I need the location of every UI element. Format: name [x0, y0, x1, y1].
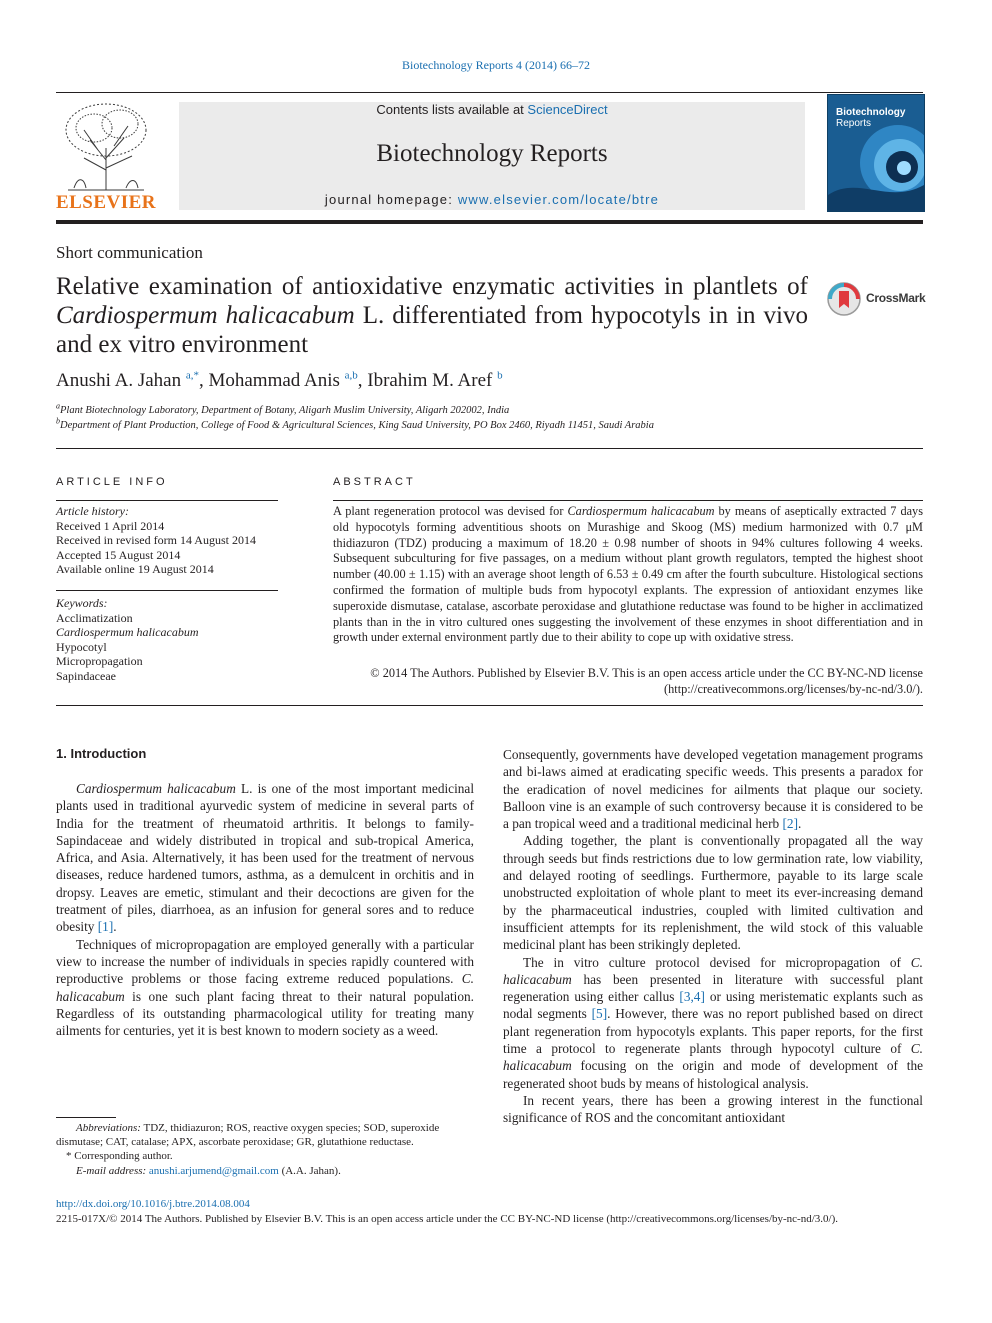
text: has been presented in literature with successful plant regeneration using either callus [503, 971, 923, 1005]
keywords [56, 596, 286, 683]
email-suffix: (A.A. Jahan). [278, 1164, 341, 1177]
history-label: Article history: [56, 504, 129, 518]
title-species: Cardiospermum halicacabum [56, 302, 355, 329]
cover-title [836, 107, 905, 129]
license-line: 2215-017X/© 2014 The Authors. Published by Elsevier B.V. This is an open access article under the CC BY-NC-ND license (http://creativecommons.org/licenses/by-nc-nd/3.0/). [56, 1213, 838, 1225]
journal-homepage-line [179, 192, 805, 207]
author-affiliation-marker[interactable]: a,* [185, 369, 199, 382]
header-thick-rule [56, 220, 923, 224]
keyword: Micropropagation [56, 654, 143, 668]
abstract-part-1: A plant regeneration protocol was devised for [333, 504, 568, 518]
article-title [56, 272, 808, 359]
email-label: E-mail address: [76, 1164, 147, 1177]
history-item: Received 1 April 2014 [56, 518, 165, 533]
body-column-right [503, 746, 923, 1127]
reference-link[interactable]: [3,4] [679, 989, 705, 1005]
paragraph [503, 746, 923, 832]
text: . However, there was no report published based on direct plant regeneration from hypocotyls explants. This paper reports, for the first time a protocol to regenerate plants through hypocotyl culture of [503, 1006, 923, 1057]
author-name: Mohammad Anis [208, 370, 340, 391]
text: L. is one of the most important medicinal plants used in traditional ayurvedic system of medicine in several parts of India for the treatment of rheumatoid arthritis. It belongs to family-Sapindaceae and widely distributed in tropical and sub-tropical America, Africa, and Asia. Alternatively, it has been used for the treatment of nervous diseases, reduce hardened tumors, asthma, as a demulcent in orchitis and in dropsy. Leaves are emetic, stimulant and their decoctions are given for the treatment of piles, diarrhoea, as an infusion for general sores and to reduce obesity [56, 781, 475, 935]
abbreviations-footnote [56, 1121, 474, 1149]
text: focusing on the origin and mode of development of the regenerated shoot buds by means of histological analysis. [503, 1058, 923, 1091]
affiliation-mark: b [56, 416, 60, 426]
introduction-heading: 1. Introduction [56, 746, 147, 761]
article-type: Short communication [56, 243, 203, 262]
keywords-label: Keywords: [56, 596, 108, 610]
section-rule [56, 448, 923, 449]
author-list: Anushi A. Jahan $^{a,*}$, Mohammad Anis $^{a,b}$, Ibrahim M. Aref $^b$ [56, 369, 503, 391]
paragraph [56, 936, 474, 1040]
journal-cover-thumbnail[interactable] [827, 94, 925, 212]
text: Techniques of micropropagation are employed generally with a particular view to increase the number of individuals in species rapidly countered with reproductive problems or those facing extreme reduced populations. [56, 936, 474, 987]
affiliation-text: Plant Biotechnology Laboratory, Department of Botany, Aligarh Muslim University, Aligarh 202002, India [60, 405, 510, 416]
species-name: Cardiospermum halicacabum [76, 781, 236, 796]
affiliation-text: Department of Plant Production, College of Food & Agricultural Sciences, King Saud University, PO Box 2460, Riyadh 11451, Saudi Arabia [60, 420, 654, 431]
affiliation-b [56, 416, 654, 431]
contents-line [179, 102, 805, 117]
author-name: Ibrahim M. Aref [367, 370, 493, 391]
corresponding-text: Corresponding author. [71, 1150, 173, 1163]
text: . [798, 816, 802, 832]
keyword: Cardiospermum halicacabum [56, 625, 199, 639]
species-name: C. halicacabum [503, 954, 923, 987]
body-column-left [56, 780, 474, 1039]
history-item: Accepted 15 August 2014 [56, 547, 181, 562]
journal-header-box [179, 102, 805, 210]
abstract-bottom-rule [56, 705, 923, 706]
author-affiliation-marker[interactable]: b [497, 369, 503, 382]
species-name: C. halicacabum [56, 971, 474, 1004]
article-info-rule [56, 500, 278, 501]
contents-prefix: Contents lists available at [376, 102, 528, 117]
reference-link[interactable]: [5] [591, 1006, 608, 1022]
paragraph: In recent years, there has been a growing interest in the functional significance of ROS and the concomitant antioxidant [503, 1092, 923, 1126]
sciencedirect-link[interactable]: ScienceDirect [527, 102, 608, 117]
abstract-part-2: by means of aseptically extracted 7 days old hypocotyls forming adventitious shoots on Murashige and Skoog (MS) medium harmonized with 0.7 μM thidiazuron (TDZ) producing a maximum of 18.20 ± 0.98 number of shoots in 94% cultures following 4 weeks. Subsequent subculturing for five passages, on a medium without plant growth regulators, tempted the highest shoot number (40.00 ± 1.15) with an average shoot length of 6.53 ± 0.49 cm after the fourth subculture. Histological sections confirmed the formation of multiple buds from hypocotyl explants. The expression of antioxidant enzymes like superoxide dismutase, catalase, ascorbate peroxidase and glutathione reductase was found to be higher in acclimatized plants than in the in vitro cultured ones suggesting the involvement of these enzymes in shoot differentiation and in growth under external environment partly due to their ability to cope up with oxidative stress. [333, 504, 923, 645]
text: Consequently, governments have developed vegetation management programs and bi-laws aimed at eradicating specific weeds. This presents a paradox for the eradication of novel medicines for ailments that plaque our society. Balloon vine is an example of such controversy because it is considered to be a pan tropical weed and a traditional medicinal herb [503, 747, 923, 832]
elsevier-wordmark: ELSEVIER [55, 192, 157, 213]
corresponding-mark: * [66, 1150, 72, 1163]
journal-citation-link[interactable]: Biotechnology Reports 4 (2014) 66–72 [402, 58, 590, 72]
article-history [56, 504, 286, 577]
email-link[interactable]: anushi.arjumend@gmail.com [148, 1164, 279, 1177]
keyword: Acclimatization [56, 610, 133, 625]
crossmark-label: CrossMark [866, 291, 926, 305]
abbreviations-label: Abbreviations: [76, 1122, 141, 1134]
paragraph [503, 954, 923, 1092]
elsevier-tree-icon [54, 100, 158, 192]
abstract-copyright: © 2014 The Authors. Published by Elsevier B.V. This is an open access article under the CC BY-NC-ND license (http://creativecommons.org/licenses/by-nc-nd/3.0/). [370, 666, 923, 696]
title-part-2: L. differentiated from hypocotyls in in vivo and ex vitro environment [56, 302, 808, 358]
text: . [113, 919, 117, 935]
history-item: Received in revised form 14 August 2014 [56, 533, 256, 547]
author-affiliation-marker[interactable]: a,b [344, 369, 358, 382]
paragraph [56, 780, 474, 936]
text: is one such plant facing threat to their natural population. Regardless of its outstanding pharmacological utility for treating many ailments for centuries, yet it is best known to modern society as a weed. [56, 988, 474, 1039]
text: or using meristematic explants such as nodal segments [503, 989, 923, 1022]
reference-link[interactable]: [2] [782, 816, 799, 832]
elsevier-logo [54, 100, 158, 214]
keyword: Sapindaceae [56, 668, 116, 683]
cover-title-line1: Biotechnology [836, 107, 906, 118]
reference-link[interactable]: [1] [97, 919, 114, 935]
header-top-rule [56, 92, 923, 93]
keyword: Hypocotyl [56, 639, 107, 654]
crossmark-icon [826, 281, 862, 317]
history-item: Available online 19 August 2014 [56, 562, 214, 576]
paragraph: Adding together, the plant is conventionally propagated all the way through seeds but finds restrictions due to low germination rate, low viability, and delayed rooting of seedlings. Furthermore, payable to its large scale unobstructed exploitation of whole plant to meet its ever-increasing demand by the pharmaceutical industries, coupled with limited cultivation and insufficient attempts for its replenishment, the wild stock of this valuable medicinal plant has been strikingly depleted. [503, 833, 923, 953]
affiliation-mark: a [56, 401, 60, 411]
journal-title: Biotechnology Reports [376, 140, 608, 167]
author-name: Anushi A. Jahan [56, 370, 182, 391]
abstract-heading: ABSTRACT [333, 476, 416, 488]
homepage-prefix: journal homepage: [324, 192, 458, 207]
cover-title-line2: Reports [836, 118, 872, 129]
article-info-heading: ARTICLE INFO [56, 476, 168, 488]
doi-link[interactable]: http://dx.doi.org/10.1016/j.btre.2014.08.004 [56, 1198, 250, 1210]
keywords-rule [56, 590, 278, 591]
text: The in vitro culture protocol devised for micropropagation of [523, 954, 911, 970]
species-name: C. halicacabum [503, 1041, 923, 1074]
corresponding-footnote [56, 1149, 474, 1163]
email-footnote [56, 1164, 474, 1178]
crossmark-badge[interactable] [826, 282, 926, 316]
abstract-species: Cardiospermum halicacabum [567, 504, 715, 518]
journal-homepage-link[interactable]: www.elsevier.com/locate/btre [457, 192, 660, 207]
abbreviations-text: TDZ, thidiazuron; ROS, reactive oxygen species; SOD, superoxide dismutase; CAT, catalase; APX, ascorbate peroxidase; GR, glutathione reductase. [56, 1122, 440, 1149]
footnote-rule [56, 1117, 116, 1118]
footnotes [56, 1121, 474, 1178]
abstract-rule [333, 500, 923, 501]
title-part-1: Relative examination of antioxidative enzymatic activities in plantlets of [56, 273, 808, 300]
abstract-text [333, 504, 923, 646]
affiliation-a [56, 401, 510, 416]
